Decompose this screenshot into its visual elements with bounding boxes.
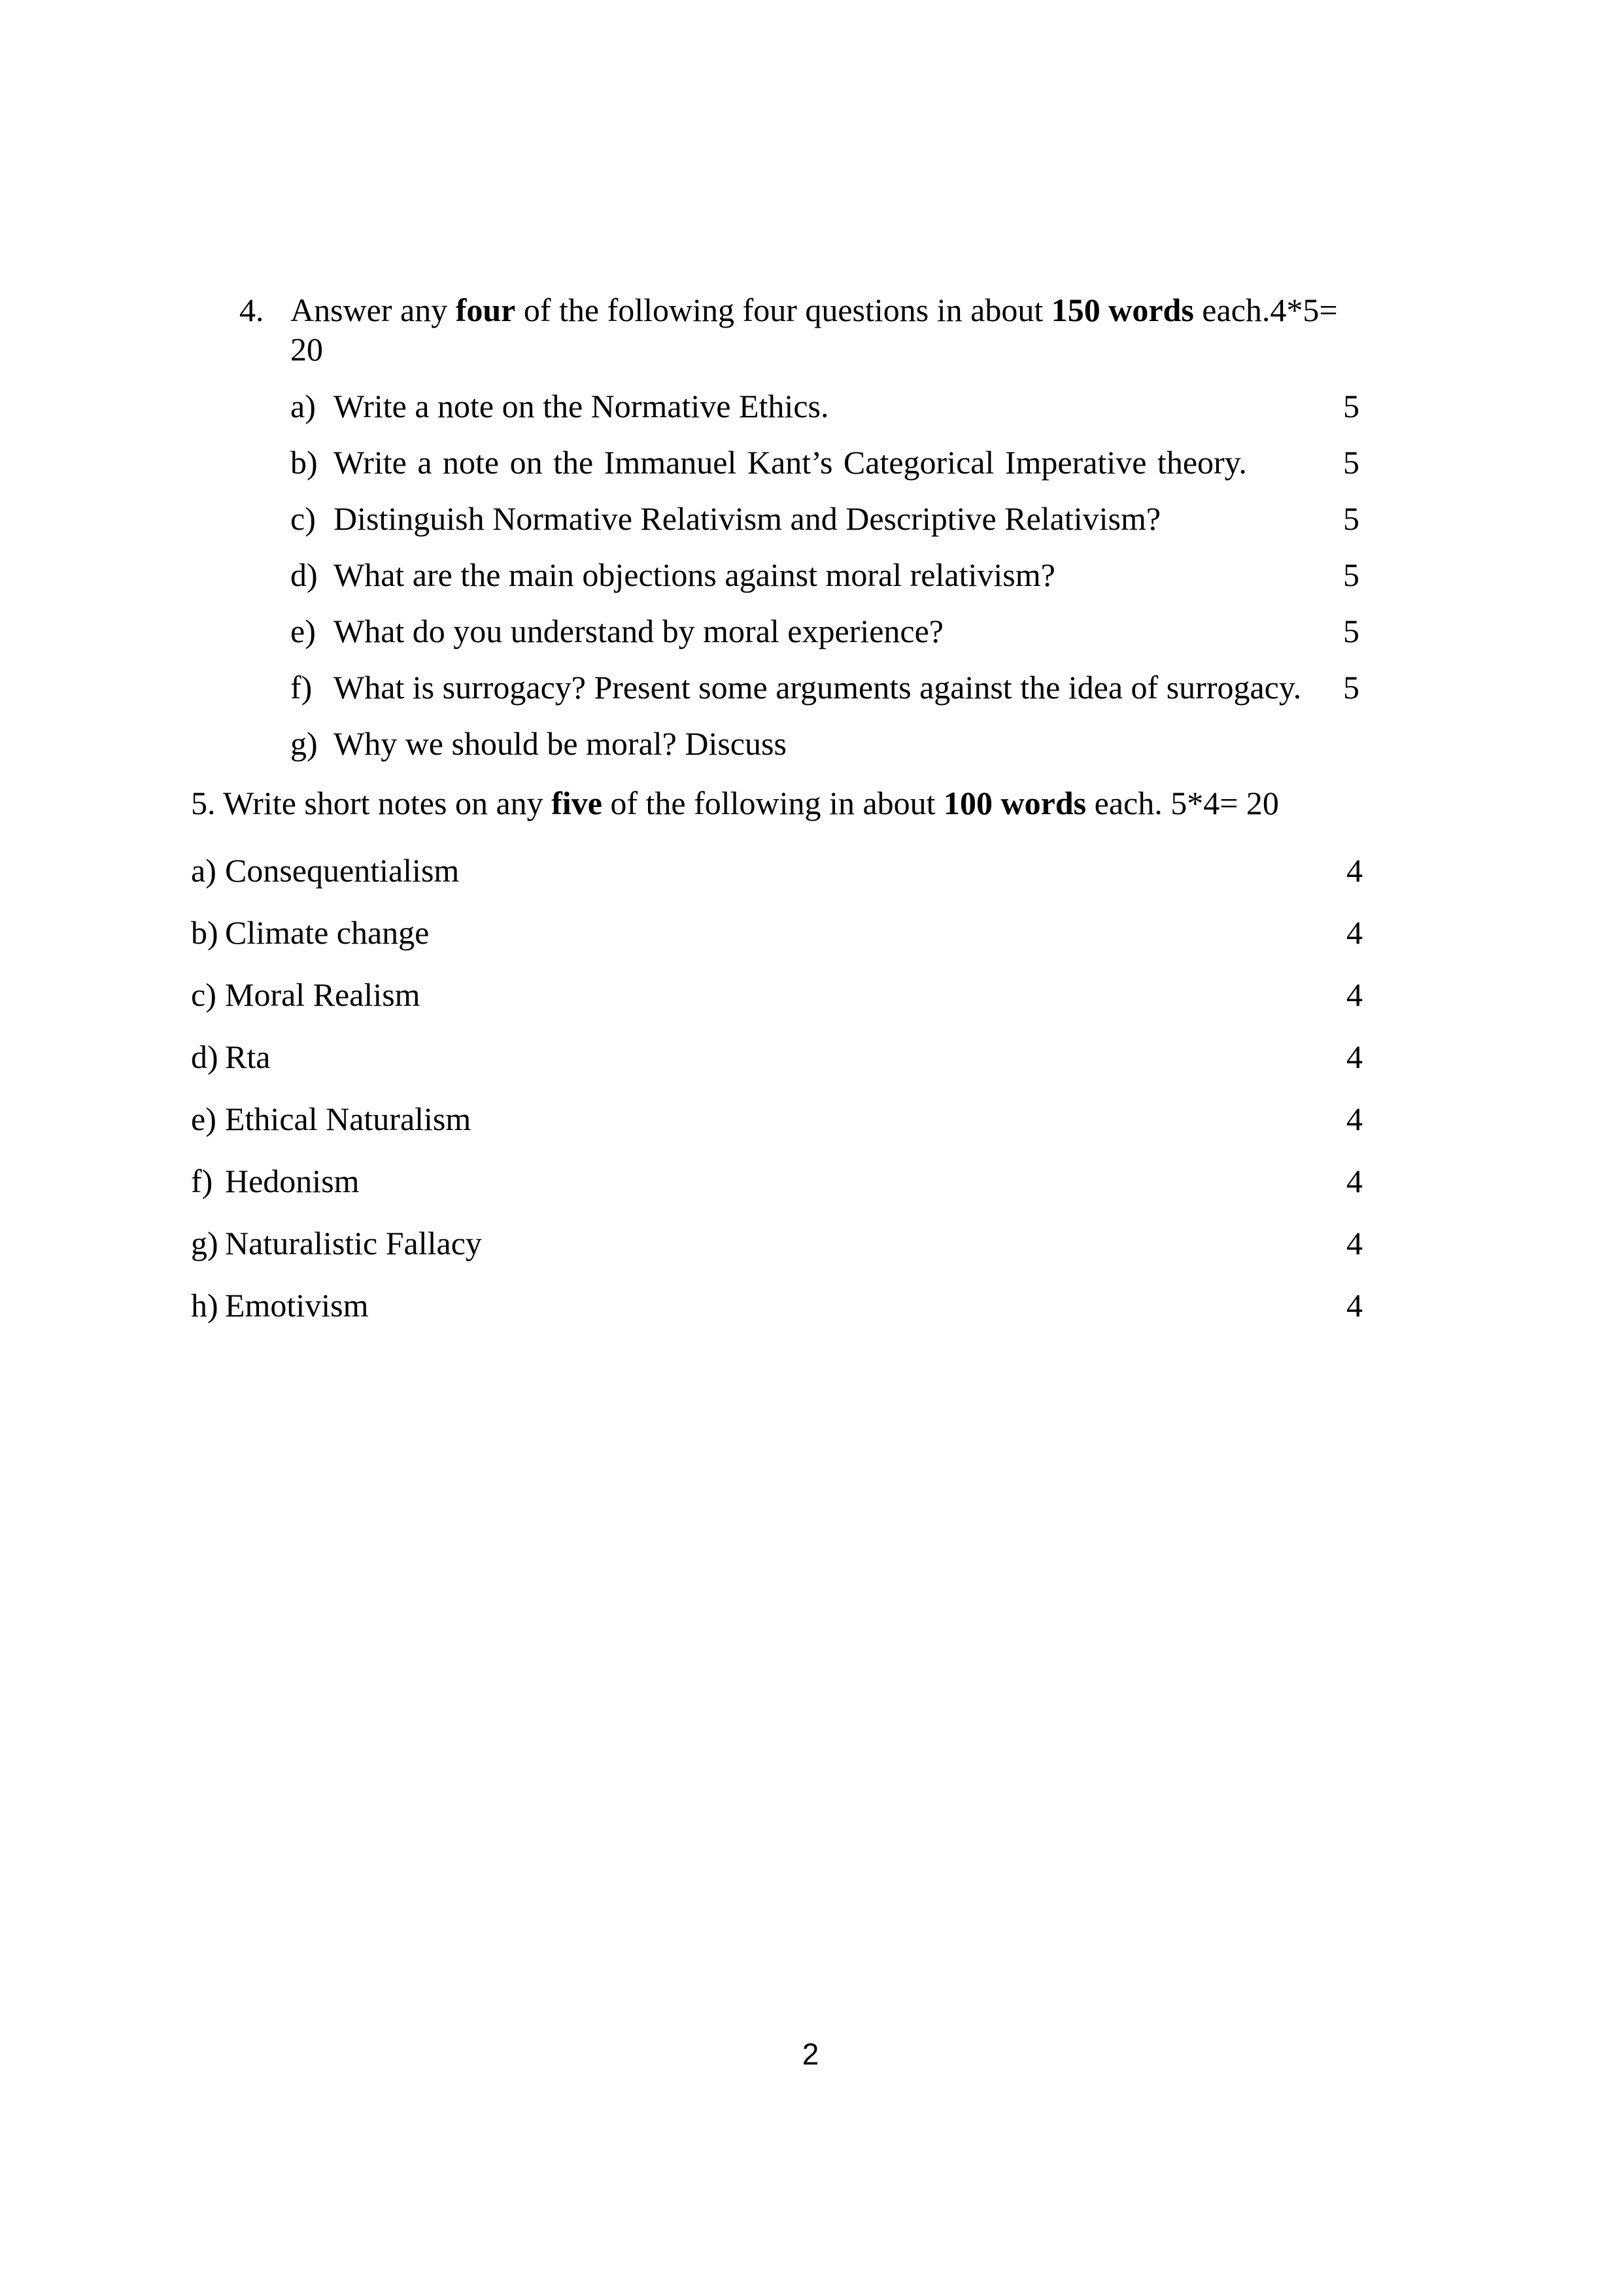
question-4-item-b	[290, 443, 1359, 482]
item-label: d)	[290, 557, 318, 593]
question-5-item-b	[191, 913, 1363, 952]
question-4-item-d	[290, 555, 1359, 594]
item-text: Write a note on the Immanuel Kant’s Categorical Imperative theory.	[333, 444, 1247, 481]
page-number: 2	[802, 2037, 819, 2071]
item-label: b)	[290, 444, 318, 481]
question-4-section	[0, 290, 1621, 780]
item-label: g)	[290, 725, 318, 762]
item-label: b)	[191, 914, 218, 951]
item-marks: 5	[1343, 444, 1359, 481]
question-5-section	[0, 783, 1621, 1348]
item-marks: 5	[1343, 388, 1359, 424]
item-marks: 4	[1346, 1163, 1363, 1199]
item-marks: 4	[1346, 1038, 1363, 1075]
question-5-item-h	[191, 1286, 1363, 1325]
item-marks: 5	[1343, 500, 1359, 537]
question-5-item-c	[191, 975, 1363, 1014]
question-5-item-g	[191, 1224, 1363, 1263]
item-label: a)	[191, 852, 216, 889]
item-label: f)	[191, 1163, 213, 1199]
heading-text-part: Answer any	[290, 292, 456, 328]
item-label: h)	[191, 1287, 218, 1324]
question-5-item-a	[191, 851, 1363, 890]
item-text: Climate change	[225, 914, 430, 951]
question-4-item-g	[290, 724, 1359, 763]
item-text: Distinguish Normative Relativism and Descriptive Relativism?	[333, 500, 1161, 537]
heading-bold-count: four	[455, 292, 516, 328]
question-4-number: 4.	[239, 292, 264, 328]
item-text: Rta	[225, 1038, 271, 1075]
item-text: Moral Realism	[225, 976, 420, 1013]
question-4-item-a	[290, 386, 1359, 426]
heading-bold-words: 150 words	[1051, 292, 1194, 328]
question-5-heading-text	[191, 785, 1279, 821]
item-marks: 4	[1346, 976, 1363, 1013]
item-marks: 4	[1346, 1101, 1363, 1137]
item-label: a)	[290, 388, 316, 424]
item-text: Ethical Naturalism	[225, 1101, 471, 1137]
heading-text-part: 5. Write short notes on any	[191, 785, 552, 821]
question-5-heading	[191, 783, 1363, 823]
item-marks: 5	[1343, 669, 1359, 706]
item-text: Naturalistic Fallacy	[225, 1225, 482, 1261]
item-text: What are the main objections against moral relativism?	[333, 557, 1055, 593]
question-5-item-f	[191, 1161, 1363, 1201]
item-text: Why we should be moral? Discuss	[333, 725, 787, 762]
item-label: d)	[191, 1038, 218, 1075]
item-label: e)	[191, 1101, 216, 1137]
item-label: f)	[290, 669, 313, 706]
question-4-item-e	[290, 611, 1359, 651]
question-5-item-e	[191, 1099, 1363, 1139]
heading-text-part: of the following in about	[602, 785, 944, 821]
item-label: e)	[290, 613, 316, 649]
item-marks: 5	[1343, 557, 1359, 593]
question-4-heading	[239, 290, 1359, 369]
item-marks: 4	[1346, 1287, 1363, 1324]
item-text: Hedonism	[225, 1163, 360, 1199]
item-marks: 5	[1343, 613, 1359, 649]
item-text: Consequentialism	[225, 852, 460, 889]
question-5-list	[0, 851, 1621, 1325]
item-label: c)	[290, 500, 316, 537]
question-4-item-f	[290, 668, 1359, 707]
item-text: What do you understand by moral experience?	[333, 613, 944, 649]
heading-text-part: of the following four questions in about	[515, 292, 1051, 328]
heading-marks-scheme: each.4*5= 20	[290, 292, 1346, 368]
question-4-list	[0, 386, 1621, 763]
question-5-item-d	[191, 1037, 1363, 1076]
item-text: Write a note on the Normative Ethics.	[333, 388, 829, 424]
item-marks: 4	[1346, 1225, 1363, 1261]
item-text: What is surrogacy? Present some arguments against the idea of surrogacy.	[333, 669, 1302, 706]
item-label: c)	[191, 976, 216, 1013]
question-4-heading-text	[290, 290, 1359, 369]
item-marks: 4	[1346, 852, 1363, 889]
heading-marks-scheme: each. 5*4= 20	[1086, 785, 1279, 821]
heading-bold-count: five	[551, 785, 602, 821]
item-marks: 4	[1346, 914, 1363, 951]
item-marks	[1331, 724, 1359, 763]
item-text: Emotivism	[225, 1287, 369, 1324]
question-4-item-c	[290, 499, 1359, 538]
heading-bold-words: 100 words	[944, 785, 1087, 821]
item-label: g)	[191, 1225, 218, 1261]
